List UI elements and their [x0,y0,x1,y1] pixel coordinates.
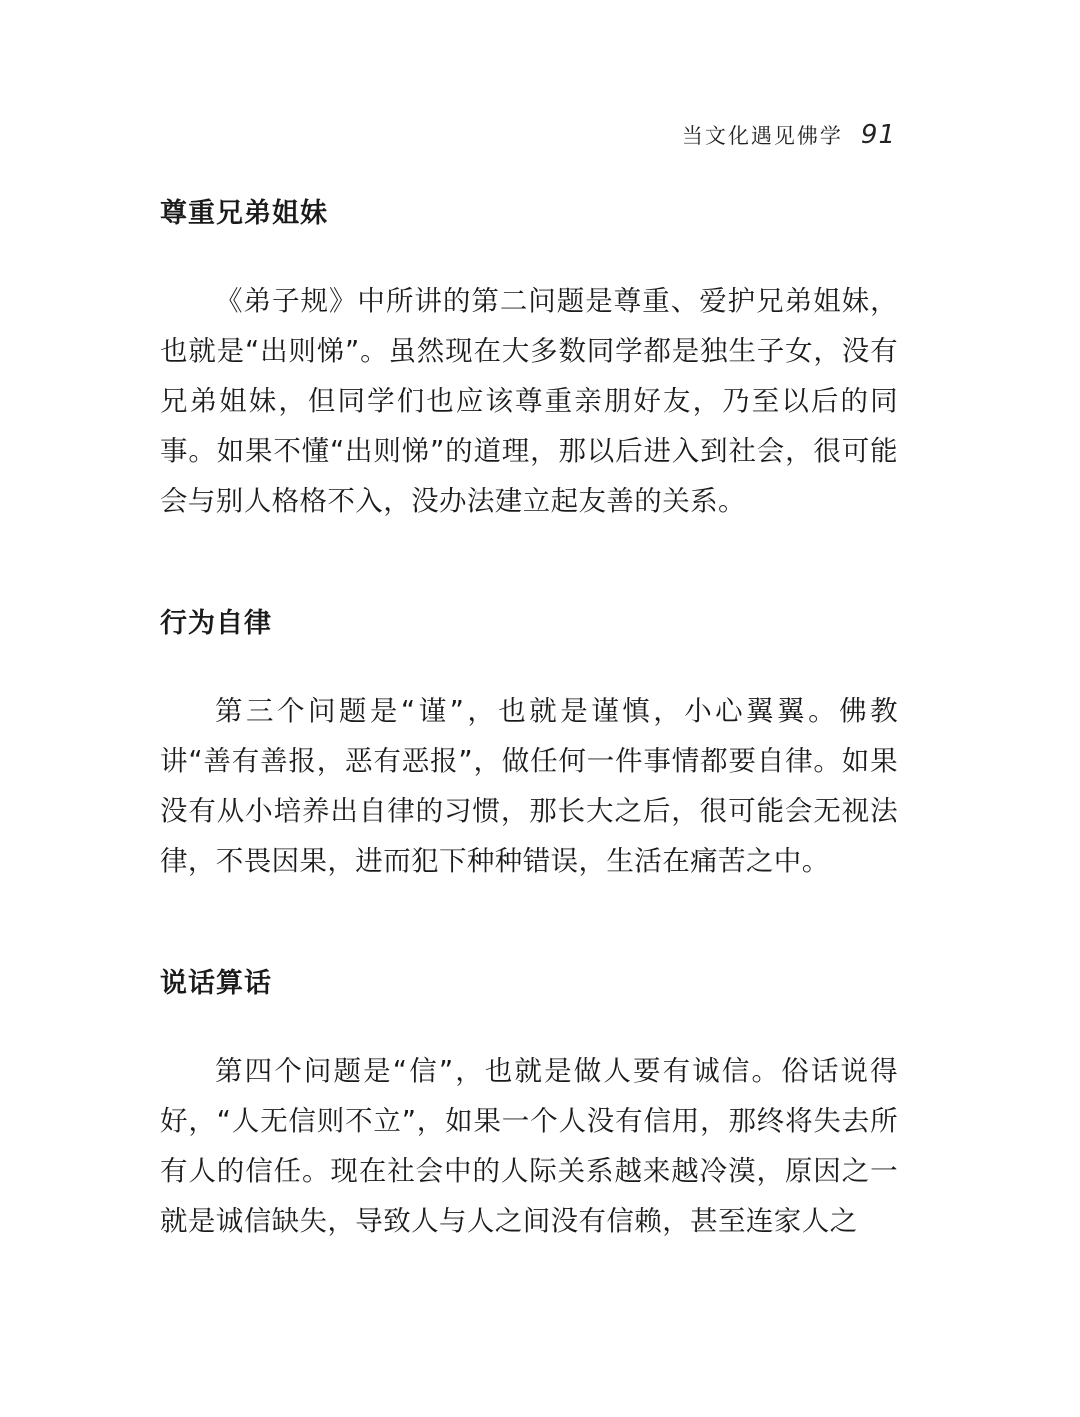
section-heading: 尊重兄弟姐妹 [160,198,328,229]
page-content [160,194,898,1324]
section-keep-word [160,964,898,1246]
section-paragraph: 《弟子规》中所讲的第二问题是尊重、爱护兄弟姐妹，也就是“出则悌”。虽然现在大多数同学都是独生子女，没有兄弟姐妹，但同学们也应该尊重亲朋好友，乃至以后的同事。如果不懂“出则悌”的道理，那以后进入到社会，很可能会与别人格格不入，没办法建立起友善的关系。 [160,285,898,517]
book-title: 当文化遇见佛学 [681,124,843,148]
running-header [682,120,896,150]
page-number: 91 [860,120,896,150]
section-heading: 说话算话 [160,968,272,999]
section-heading: 行为自律 [160,608,272,639]
section-paragraph: 第三个问题是“谨”，也就是谨慎，小心翼翼。佛教讲“善有善报，恶有恶报”，做任何一件事情都要自律。如果没有从小培养出自律的习惯，那长大之后，很可能会无视法律，不畏因果，进而犯下种种错误，生活在痛苦之中。 [160,695,898,877]
section-paragraph: 第四个问题是“信”，也就是做人要有诚信。俗话说得好，“人无信则不立”，如果一个人没有信用，那终将失去所有人的信任。现在社会中的人际关系越来越冷漠，原因之一就是诚信缺失，导致人与人之间没有信赖，甚至连家人之 [160,1055,898,1237]
section-respect-siblings [160,194,898,526]
section-self-discipline [160,604,898,886]
